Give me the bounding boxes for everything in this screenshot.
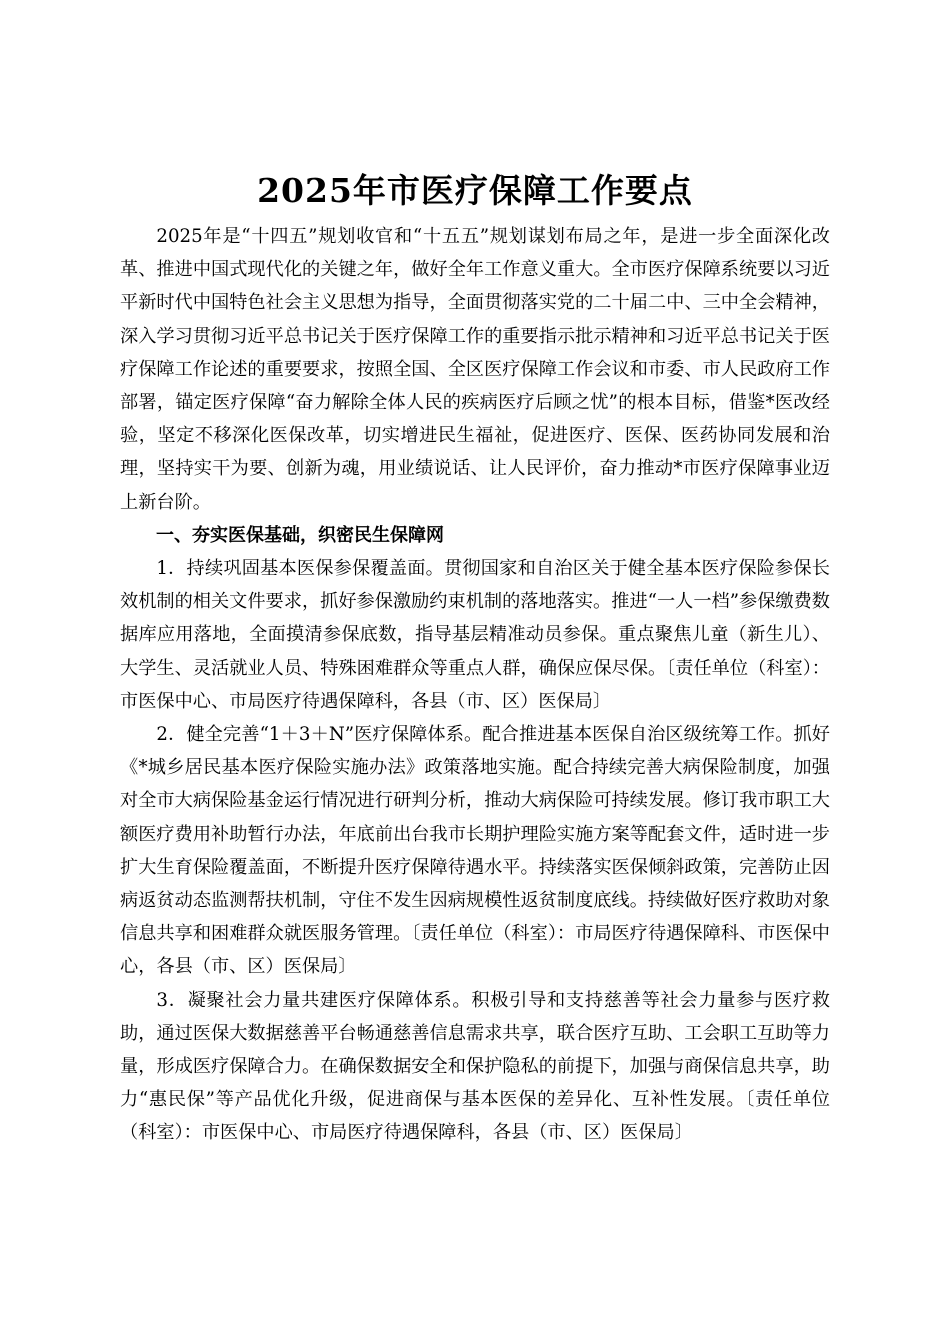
- item-paragraph-3: 3．凝聚社会力量共建医疗保障体系。积极引导和支持慈善等社会力量参与医疗救助，通过医保大数据慈善平台畅通慈善信息需求共享，联合医疗互助、工会职工互助等力量，形成医疗保障合力。在确保数据安全和保护隐私的前提下，加强与商保信息共享，助力“惠民保”等产品优化升级，促进商保与基本医保的差异化、互补性发展。〔责任单位（科室）：市医保中心、市局医疗待遇保障科，各县（市、区）医保局〕: [120, 989, 830, 1144]
- item-paragraph-1: 1．持续巩固基本医保参保覆盖面。贯彻国家和自治区关于健全基本医疗保险参保长效机制的相关文件要求，抓好参保激励约束机制的落地落实。推进“一人一档”参保缴费数据库应用落地，全面摸清参保底数，指导基层精准动员参保。重点聚焦儿童（新生儿）、大学生、灵活就业人员、特殊困难群众等重点人群，确保应保尽保。〔责任单位（科室）：市医保中心、市局医疗待遇保障科，各县（市、区）医保局〕: [120, 558, 830, 712]
- item-paragraph-2: 2．健全完善“1＋3＋N”医疗保障体系。配合推进基本医保自治区级统筹工作。抓好《*城乡居民基本医疗保险实施办法》政策落地实施。配合持续完善大病保险制度，加强对全市大病保险基金运行情况进行研判分析，推动大病保险可持续发展。修订我市职工大额医疗费用补助暂行办法，年底前出台我市长期护理险实施方案等配套文件，适时进一步扩大生育保险覆盖面，不断提升医疗保障待遇水平。持续落实医保倾斜政策，完善防止因病返贫动态监测帮扶机制，守住不发生因病规模性返贫制度底线。持续做好医疗救助对象信息共享和困难群众就医服务管理。〔责任单位（科室）：市局医疗待遇保障科、市医保中心，各县（市、区）医保局〕: [120, 724, 830, 978]
- intro-paragraph: 2025年是“十四五”规划收官和“十五五”规划谋划布局之年，是进一步全面深化改革、推进中国式现代化的关键之年，做好全年工作意义重大。全市医疗保障系统要以习近平新时代中国特色社会主义思想为指导，全面贯彻落实党的二十届二中、三中全会精神，深入学习贯彻习近平总书记关于医疗保障工作的重要指示批示精神和习近平总书记关于医疗保障工作论述的重要要求，按照全国、全区医疗保障工作会议和市委、市人民政府工作部署，锚定医疗保障“奋力解除全体人民的疾病医疗后顾之忧”的根本目标，借鉴*医改经验，坚定不移深化医保改革，切实增进民生福祉，促进医疗、医保、医药协同发展和治理，坚持实干为要、创新为魂，用业绩说话、让人民评价，奋力推动*市医疗保障事业迈上新台阶。: [120, 226, 830, 513]
- document-title: 2025年市医疗保障工作要点: [257, 171, 693, 210]
- document-body: [120, 220, 830, 1150]
- section-heading: 一、夯实医保基础，织密民生保障网: [156, 524, 444, 546]
